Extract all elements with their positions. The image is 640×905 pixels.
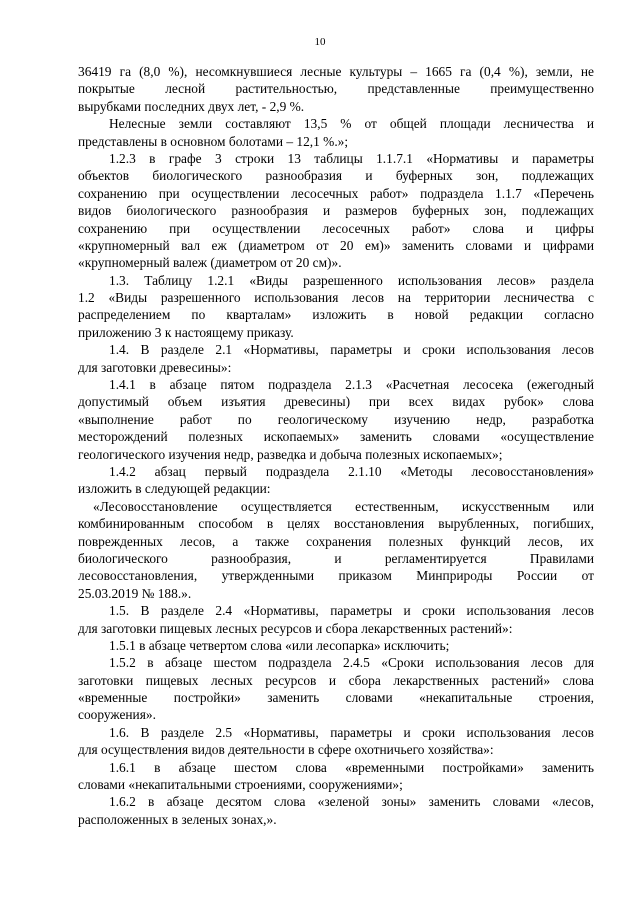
paragraph [78,272,594,342]
text-line: изложить в следующей редакции: [78,481,271,497]
paragraph [78,654,594,724]
text-line: для заготовки древесины»: [78,359,232,375]
text-line: 36419 га (8,0 %), несомкнувшиеся лесные культуры – 1665 га (0,4 %), земли, не [78,64,594,79]
text-line: 1.6.2 в абзаце десятом слова «зеленой зоны» заменить словами «лесов, [109,794,594,810]
text-line: распределением по кварталам» изложить в новой редакции согласно [78,307,594,323]
paragraph [78,602,594,637]
text-line: сооружения». [78,707,156,723]
text-line: Нелесные земли составляют 13,5 % от общей площади лесничества и [109,116,594,132]
paragraph [78,115,594,150]
text-line: сохранению при осуществлении лесосечных работ» слова и цифры [78,220,594,236]
text-line: для осуществления видов деятельности в сфере охотничьего хозяйства»: [78,742,494,758]
text-line: «Лесовосстановление осуществляется естественным, искусственным или [93,498,594,514]
text-line: для заготовки пищевых лесных ресурсов и сбора лекарственных растений»: [78,620,513,636]
page-number: 10 [314,36,326,48]
text-line: словами «некапитальными строениями, сооружениями»; [78,777,403,793]
text-line: 1.5.2 в абзаце шестом подраздела 2.4.5 «Сроки использования лесов для [109,655,594,671]
text-line: «крупномерный валеж (диаметром от 20 см)». [78,255,342,271]
text-line: 1.4. В разделе 2.1 «Нормативы, параметры и сроки использования лесов [109,342,594,358]
text-line: сохранению при осуществлении лесосечных работ» подраздела 1.1.7 «Перечень [78,185,594,201]
paragraph [78,724,594,759]
document-body [78,63,594,828]
paragraph [78,759,594,794]
paragraph [78,63,594,115]
text-line: биологического разнообразия, и регламентируется Правилами [78,550,594,566]
paragraph [78,150,594,272]
text-line: приложению 3 к настоящему приказу. [78,324,294,340]
text-line: 1.3. Таблицу 1.2.1 «Виды разрешенного использования лесов» раздела [109,272,594,288]
text-line: видов биологического разнообразия и размеров буферных зон, подлежащих [78,203,594,219]
paragraph [78,463,594,498]
text-line: 1.2 «Виды разрешенного использования лесов на территории лесничества с [78,290,594,306]
text-line: 1.2.3 в графе 3 строки 13 таблицы 1.1.7.1 «Нормативы и параметры [109,150,594,166]
text-line: комбинированным способом в целях восстановления вырубленных, погибших, [78,516,594,532]
text-line: месторождений полезных ископаемых» заменить словами «осуществление [78,429,594,445]
text-line: расположенных в зеленых зонах,». [78,811,277,827]
text-line: «крупномерный вал еж (диаметром от 20 ем)» заменить словами и цифрами [78,237,594,253]
text-line: 1.4.2 абзац первый подраздела 2.1.10 «Методы лесовосстановления» [109,463,594,479]
paragraph [78,376,594,463]
paragraph [78,637,594,654]
text-line: 25.03.2019 № 188.». [78,585,192,601]
text-line: «выполнение работ по геологическому изучению недр, разработка [78,411,594,427]
text-line: покрытые лесной растительностью, представленные преимущественно [78,81,594,97]
text-line: 1.5.1 в абзаце четвертом слова «или лесопарка» исключить; [109,637,450,653]
text-line: 1.6.1 в абзаце шестом слова «временными постройками» заменить [109,759,594,775]
text-line: геологического изучения недр, разведка и добыча полезных ископаемых»; [78,446,503,462]
text-line: 1.4.1 в абзаце пятом подраздела 2.1.3 «Расчетная лесосека (ежегодный [109,377,594,393]
paragraph [78,498,594,602]
text-line: лесовосстановления, утвержденными приказом Минприроды России от [78,568,594,584]
text-line: допустимый объем изъятия древесины) при всех видах рубок» слова [78,394,594,410]
text-line: объектов биологического разнообразия и буферных зон, подлежащих [78,168,594,184]
paragraph [78,793,594,828]
text-line: 1.5. В разделе 2.4 «Нормативы, параметры и сроки использования лесов [109,603,594,619]
text-line: вырубками последних двух лет, - 2,9 %. [78,98,305,114]
paragraph [78,341,594,376]
text-line: 1.6. В разделе 2.5 «Нормативы, параметры и сроки использования лесов [109,724,594,740]
text-line: поврежденных лесов, а также сохранения полезных функций лесов, их [78,533,594,549]
text-line: заготовки пищевых лесных ресурсов и сбора лекарственных растений» слова [78,672,594,688]
text-line: представлены в основном болотами – 12,1 %.»; [78,133,349,149]
text-line: «временные постройки» заменить словами «некапитальные строения, [78,690,594,706]
